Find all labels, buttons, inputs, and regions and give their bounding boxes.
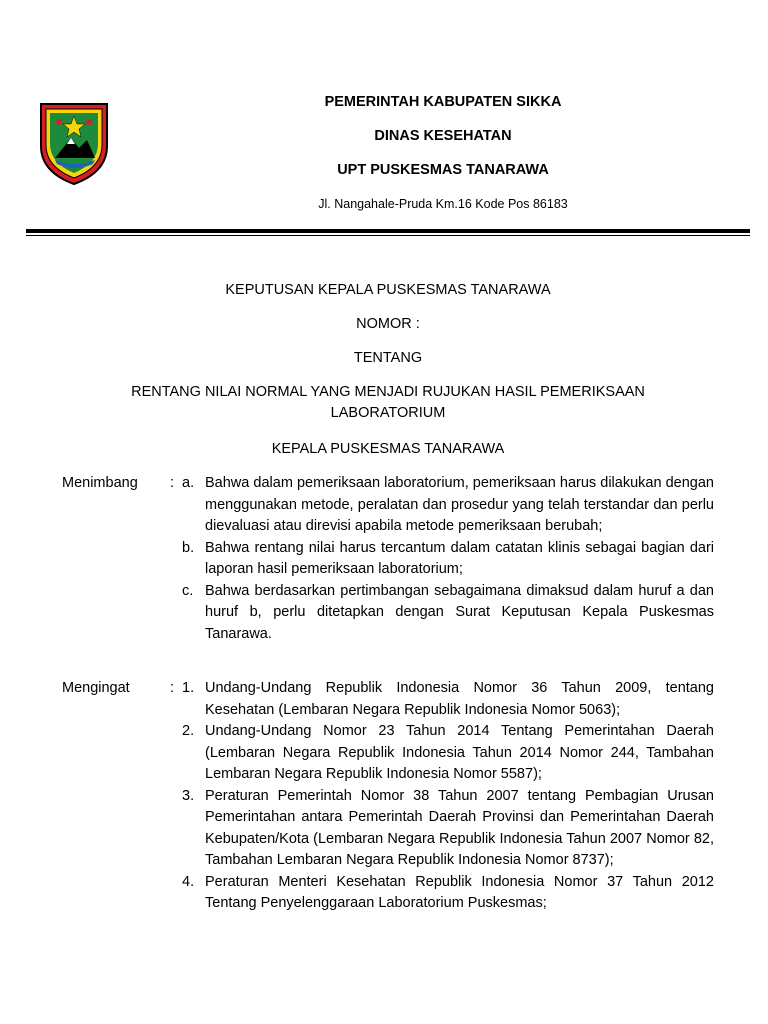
section-mengingat — [62, 678, 714, 915]
list-marker: a. — [182, 475, 195, 491]
letterhead-address: Jl. Nangahale-Pruda Km.16 Kode Pos 86183 — [318, 197, 568, 211]
decree-subject-line-2: LABORATORIUM — [330, 405, 446, 421]
list-item-text: Peraturan Pemerintah Nomor 38 Tahun 2007 tentang Pembagian Urusan Pemerintahan antara Pemerintah Daerah Provinsi dan Pemerintahan Daerah Kebupaten/Kota (Lembaran Negara Republik Indonesia Tahun 2007 Nomor 82, Tambahan Lembaran Negara Republik Indonesia Nomor 8737); — [205, 787, 714, 868]
section-menimbang — [62, 473, 714, 645]
decree-title: KEPUTUSAN KEPALA PUSKESMAS TANARAWA — [225, 282, 551, 298]
letterhead-department: DINAS KESEHATAN — [374, 128, 512, 144]
list-item-text: Bahwa berdasarkan pertimbangan sebagaimana dimaksud dalam huruf a dan huruf b, perlu ditetapkan dengan Surat Keputusan Kepala Puskesmas Tanarawa. — [205, 582, 714, 642]
list-marker: 2. — [182, 723, 195, 739]
letterhead-divider-thick — [26, 229, 750, 233]
decree-issuer: KEPALA PUSKESMAS TANARAWA — [271, 441, 505, 457]
list-item — [62, 581, 714, 646]
list-item — [62, 786, 714, 872]
list-item — [62, 678, 714, 721]
decree-number: NOMOR : — [356, 316, 420, 332]
list-item-text: Peraturan Menteri Kesehatan Republik Indonesia Nomor 37 Tahun 2012 Tentang Penyelenggaraan Laboratorium Puskesmas; — [205, 873, 714, 911]
list-item — [62, 538, 714, 581]
list-item-text: Bahwa rentang nilai harus tercantum dalam catatan klinis sebagai bagian dari laporan hasil pemeriksaan laboratorium; — [205, 539, 714, 577]
letterhead-government: PEMERINTAH KABUPATEN SIKKA — [324, 94, 562, 110]
section-colon: : — [170, 475, 175, 491]
regency-crest-icon — [37, 98, 111, 186]
section-colon: : — [170, 680, 175, 696]
list-item — [62, 721, 714, 786]
decree-subject-line-1: RENTANG NILAI NORMAL YANG MENJADI RUJUKAN HASIL PEMERIKSAAN — [131, 384, 645, 400]
list-marker: 1. — [182, 680, 195, 696]
list-marker: 4. — [182, 873, 195, 890]
section-label: Menimbang — [62, 475, 138, 491]
list-item — [62, 872, 714, 915]
letterhead-unit: UPT PUSKESMAS TANARAWA — [337, 162, 549, 178]
list-marker: c. — [182, 582, 194, 599]
list-marker: b. — [182, 539, 195, 556]
list-item — [62, 473, 714, 538]
list-item-text: Undang-Undang Republik Indonesia Nomor 36 Tahun 2009, tentang Kesehatan (Lembaran Negara Republik Indonesia Nomor 5063); — [205, 680, 714, 718]
letterhead-divider-thin — [26, 235, 750, 236]
list-item-text: Bahwa dalam pemeriksaan laboratorium, pemeriksaan harus dilakukan dengan menggunakan metode, peralatan dan prosedur yang telah terstandar dan perlu dievaluasi atau direvisi apabila metode pemeriksaan berubah; — [205, 475, 714, 534]
list-item-text: Undang-Undang Nomor 23 Tahun 2014 Tentang Pemerintahan Daerah (Lembaran Negara Republik Indonesia Tahun 2014 Nomor 244, Tambahan Lembaran Negara Republik Indonesia Nomor 5587); — [205, 723, 714, 782]
decree-about: TENTANG — [353, 350, 423, 366]
list-marker: 3. — [182, 787, 195, 804]
section-label: Mengingat — [62, 680, 130, 696]
